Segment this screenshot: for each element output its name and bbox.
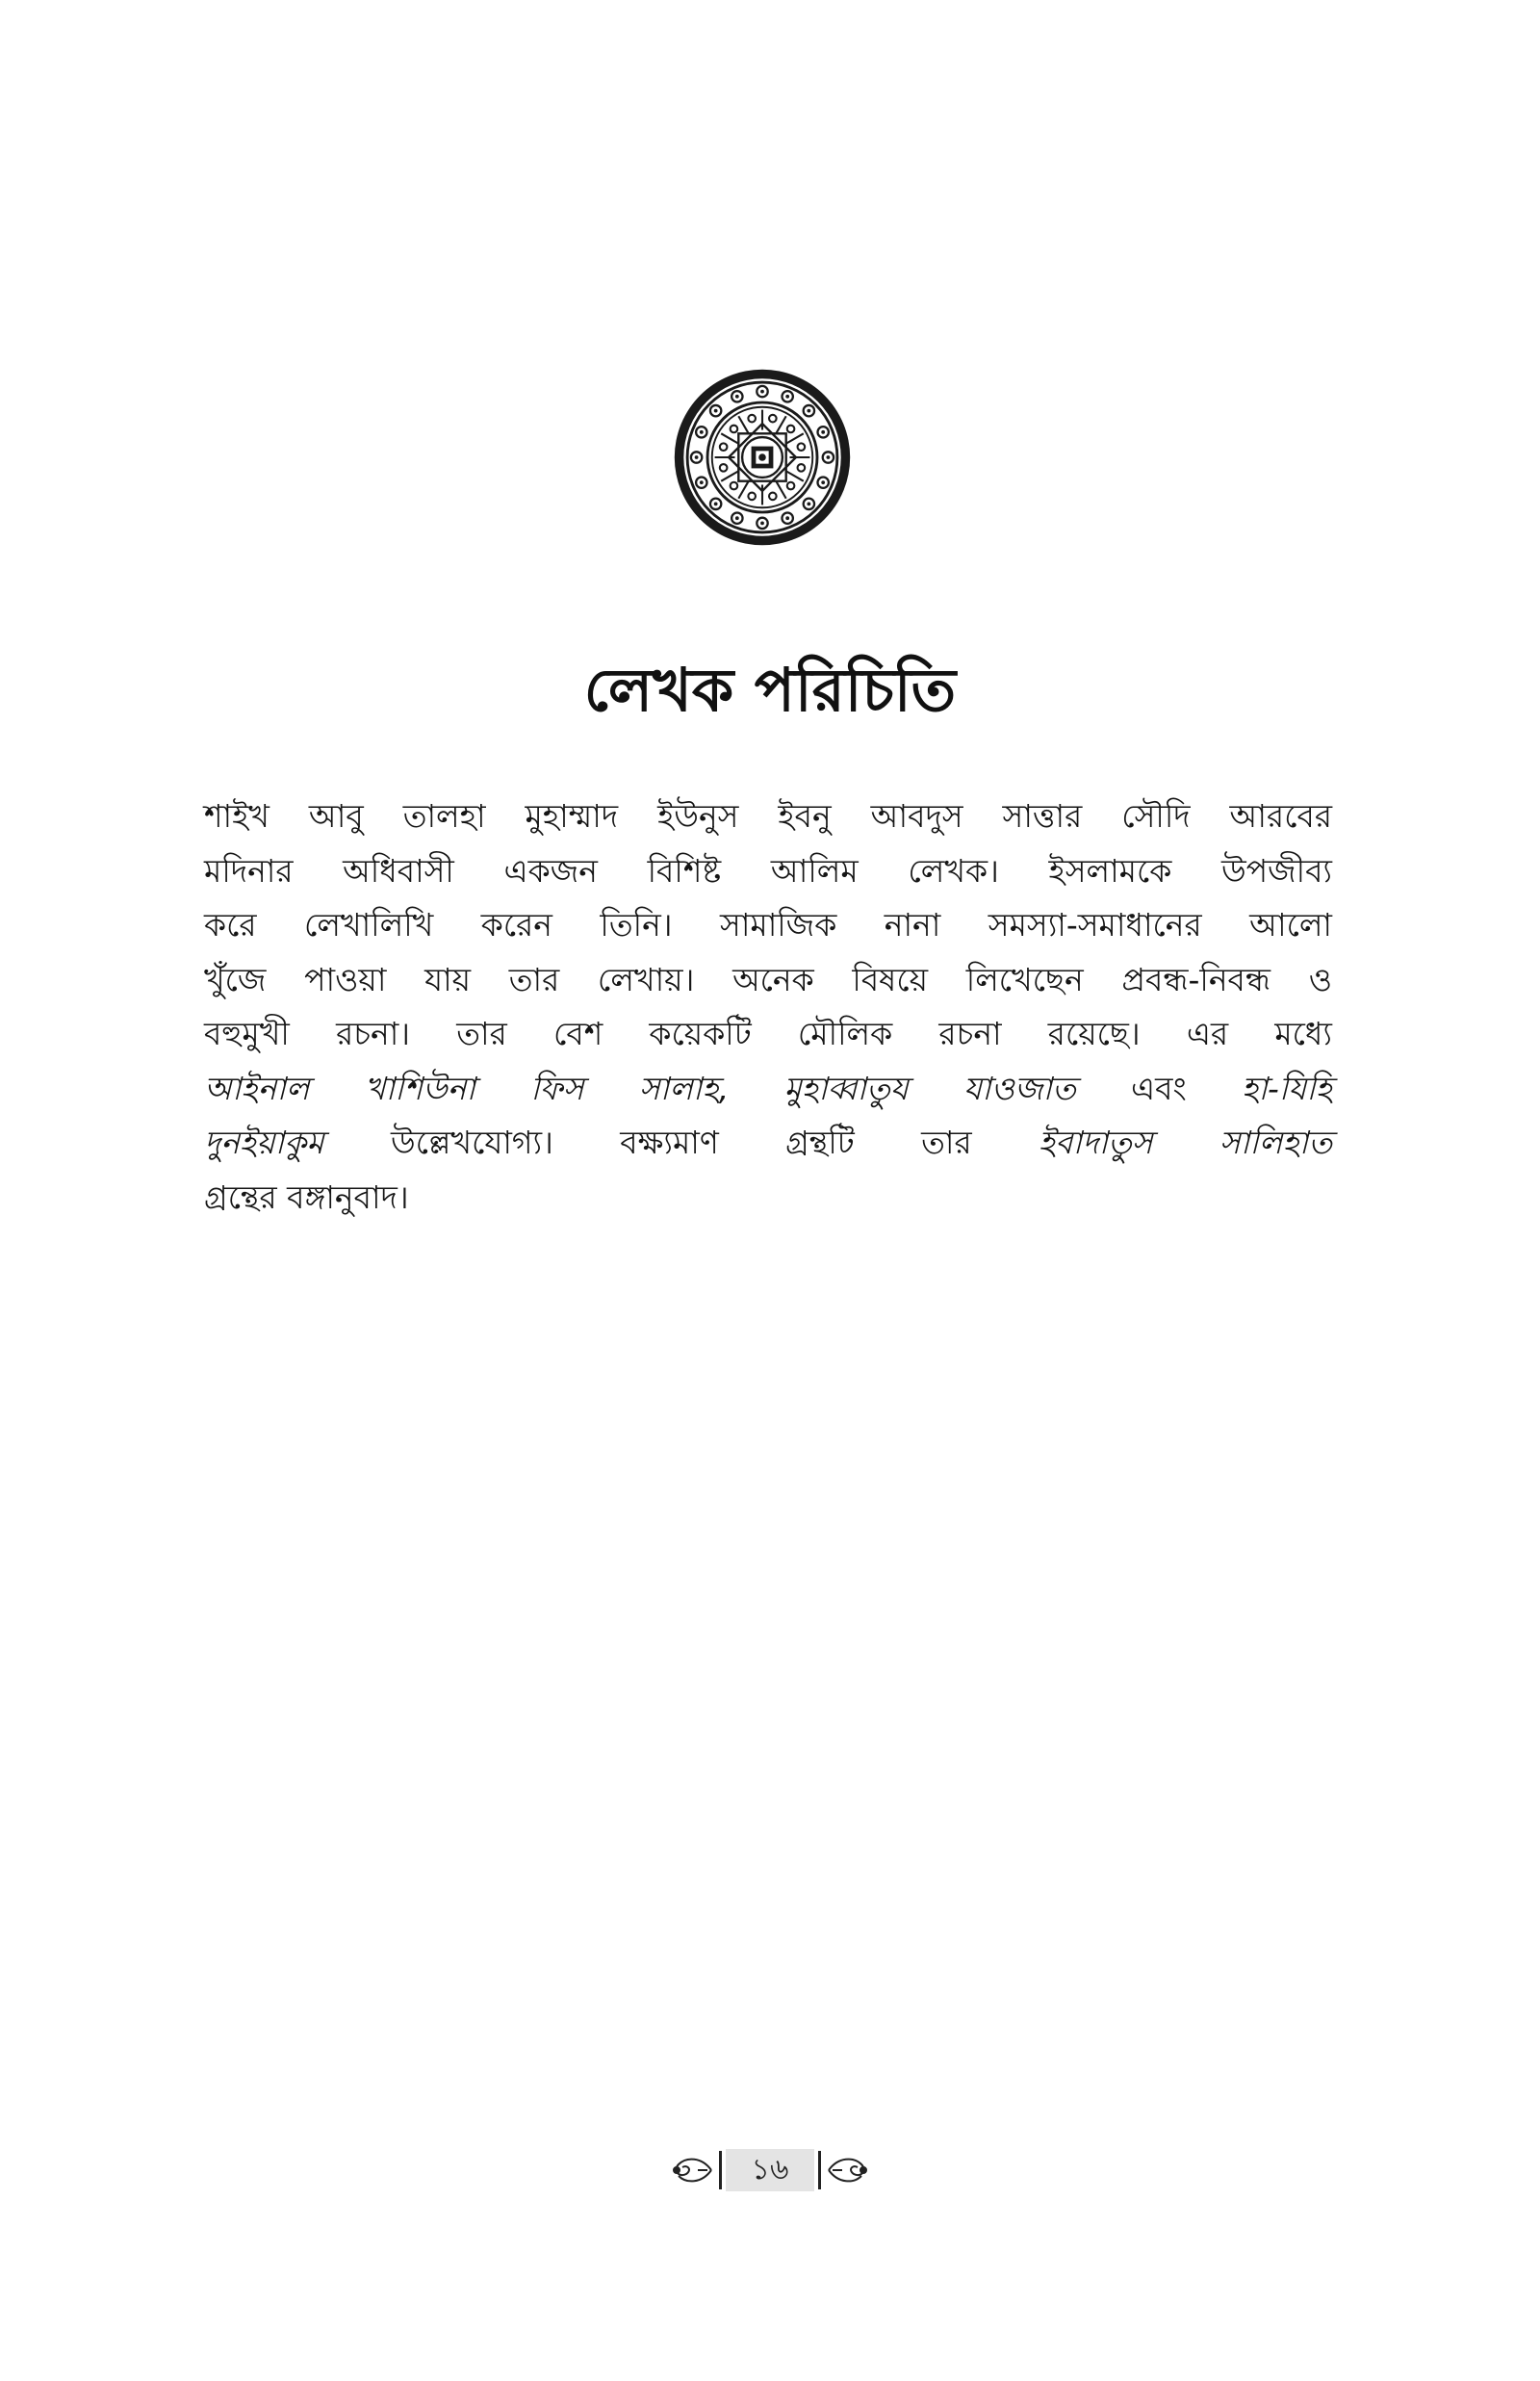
paragraph-line — [204, 789, 1332, 844]
book-title-text: আইনাল খাশিউনা ফিস সালাহ, মুহাব্বাতুয যাওজাত — [204, 1069, 1076, 1107]
page-title: লেখক পরিচিতি — [583, 655, 957, 725]
paragraph-text: খুঁজে পাওয়া যায় তার লেখায়। অনেক বিষয়ে লিখেছেন প্রবন্ধ-নিবন্ধ ও — [204, 960, 1332, 998]
flourish-left-icon — [669, 2149, 715, 2191]
paragraph-text: এবং — [1075, 1069, 1242, 1107]
paragraph-line — [204, 898, 1332, 953]
mandala-ornament-icon — [671, 366, 854, 549]
book-title-text: হা-যিহি — [1241, 1069, 1333, 1107]
author-introduction-paragraph — [204, 789, 1332, 1225]
paragraph-text: উল্লেখযোগ্য। বক্ষ্যমাণ গ্রন্থটি তার — [323, 1124, 1039, 1161]
paragraph-line — [204, 1116, 1332, 1171]
paragraph-text: মদিনার অধিবাসী একজন বিশিষ্ট আলিম লেখক। ইসলামকে উপজীব্য — [204, 851, 1332, 890]
book-title-text: ইবাদাতুস সালিহাত — [1039, 1124, 1332, 1161]
paragraph-text: করে লেখালিখি করেন তিনি। সামাজিক নানা সমস্যা-সমাধানের আলো — [204, 906, 1332, 944]
paragraph-line — [204, 1007, 1332, 1062]
paragraph-line — [204, 1062, 1332, 1117]
page-number: ১৬ — [726, 2149, 814, 2191]
book-title-text: দুনইয়াকুম — [204, 1124, 324, 1161]
paragraph-text: শাইখ আবু তালহা মুহাম্মাদ ইউনুস ইবনু আবদুস সাত্তার সৌদি আরবের — [204, 797, 1332, 835]
folio-divider-left — [719, 2151, 722, 2189]
paragraph-text: গ্রন্থের বঙ্গানুবাদ। — [204, 1178, 409, 1216]
flourish-right-icon — [825, 2149, 871, 2191]
page-footer — [0, 2143, 1540, 2197]
folio-divider-right — [818, 2151, 821, 2189]
paragraph-line — [204, 844, 1332, 899]
paragraph-line — [204, 953, 1332, 1008]
paragraph-line — [204, 1171, 1332, 1226]
paragraph-text: বহুমুখী রচনা। তার বেশ কয়েকটি মৌলিক রচনা রয়েছে। এর মধ্যে — [204, 1015, 1332, 1052]
